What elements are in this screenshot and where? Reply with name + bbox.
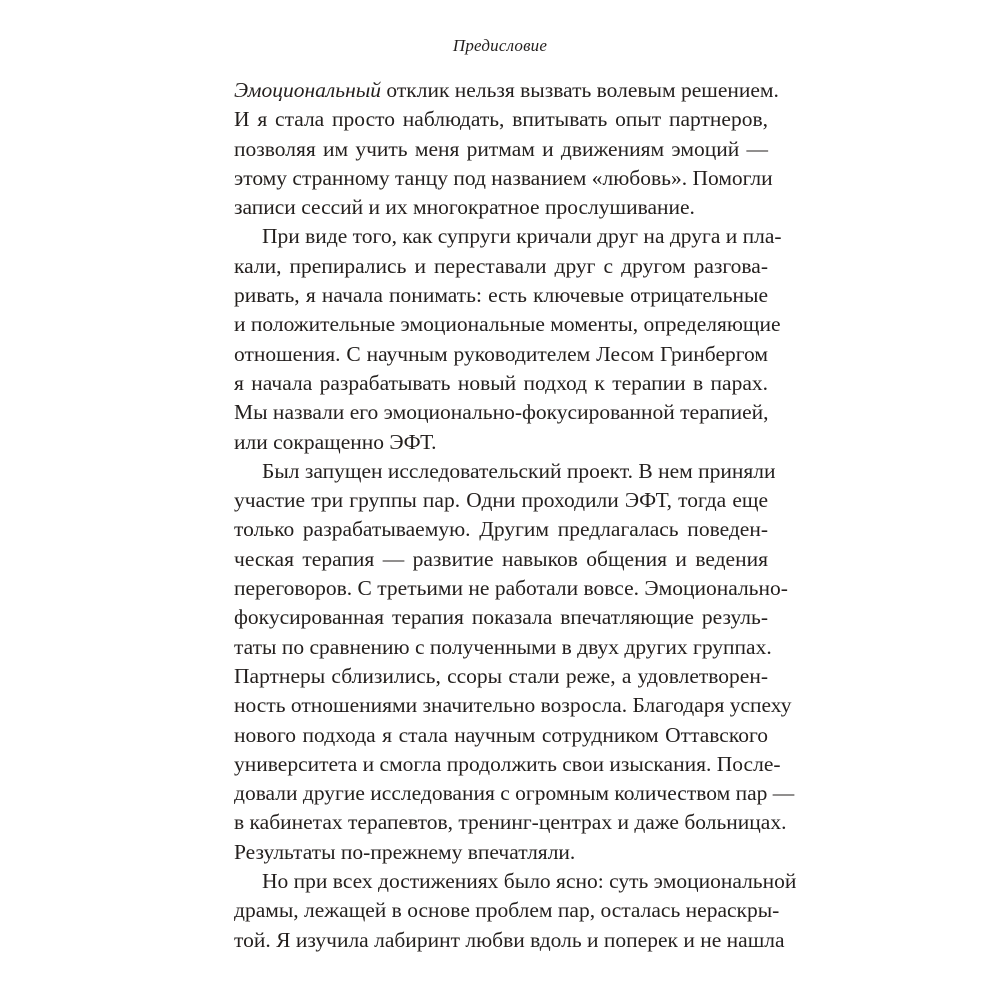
text-line (234, 76, 779, 105)
text-line: Но при всех достижениях было ясно: суть эмоциональной (262, 869, 797, 894)
text-line: только разрабатываемую. Другим предлагалась поведен- (234, 517, 768, 542)
text-line: фокусированная терапия показала впечатляющие резуль- (234, 605, 768, 630)
paragraph (234, 867, 797, 955)
text-line: участие три группы пар. Одни проходили ЭФТ, тогда еще (234, 488, 768, 513)
text-line: При виде того, как супруги кричали друг на друга и пла- (262, 224, 782, 249)
text-line: таты по сравнению с полученными в двух других группах. (234, 634, 772, 659)
text-line: переговоров. С третьими не работали вовсе. Эмоционально- (234, 576, 788, 601)
text-line: Партнеры сблизились, ссоры стали реже, а удовлетворен- (234, 663, 768, 688)
body-text (234, 76, 797, 955)
paragraph (234, 222, 782, 456)
text-line: кали, препирались и переставали друг с другом разгова- (234, 253, 768, 278)
text-line: ческая терапия — развитие навыков общения и ведения (234, 546, 768, 571)
paragraph (234, 76, 779, 222)
text-fragment: отклик нельзя вызвать волевым решением. (381, 78, 779, 102)
text-line: я начала разрабатывать новый подход к терапии в парах. (234, 370, 768, 395)
text-line: записи сессий и их многократное прослушивание. (234, 195, 695, 220)
text-line: Результаты по-прежнему впечатляли. (234, 839, 576, 864)
text-line: отношения. С научным руководителем Лесом Гринбергом (234, 341, 768, 366)
text-line: Мы назвали его эмоционально-фокусированной терапией, (234, 400, 769, 425)
text-line: и положительные эмоциональные моменты, определяющие (234, 312, 781, 337)
text-line: позволяя им учить меня ритмам и движениям эмоций — (234, 136, 768, 161)
text-line: той. Я изучила лабиринт любви вдоль и поперек и не нашла (234, 927, 785, 952)
running-header: Предисловие (452, 36, 548, 55)
text-line: нового подхода я стала научным сотрудником Оттавского (234, 722, 768, 747)
text-line: ривать, я начала понимать: есть ключевые отрицательные (234, 283, 768, 308)
emphasis-word: Эмоциональный (234, 78, 382, 102)
text-line: университета и смогла продолжить свои изыскания. После- (234, 751, 781, 776)
text-line: Был запущен исследовательский проект. В нем приняли (262, 458, 776, 483)
text-line: в кабинетах терапевтов, тренинг-центрах и даже больницах. (234, 810, 787, 835)
text-line: или сокращенно ЭФТ. (234, 429, 437, 454)
text-line: ность отношениями значительно возросла. Благодаря успеху (234, 693, 792, 718)
text-line: И я стала просто наблюдать, впитывать опыт партнеров, (234, 107, 768, 132)
text-line: этому странному танцу под названием «любовь». Помогли (234, 165, 773, 190)
text-line: довали другие исследования с огромным количеством пар — (234, 781, 795, 806)
paragraph (234, 457, 795, 867)
text-line: драмы, лежащей в основе проблем пар, осталась нераскры- (234, 898, 780, 923)
